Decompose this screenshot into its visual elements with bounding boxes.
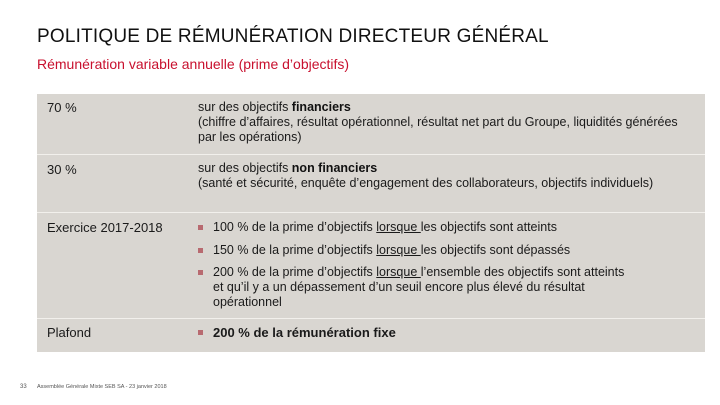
- cap-text: 200 % de la rémunération fixe: [213, 325, 396, 340]
- non-financial-strong: non financiers: [291, 161, 378, 175]
- non-financial-detail: (santé et sécurité, enquête d’engagement des collaborateurs, objectifs individuels): [198, 176, 654, 190]
- bullet-text: 100 % de la prime d’objectifs: [213, 220, 377, 234]
- page-number: 33: [20, 384, 27, 390]
- bullet-text: les objectifs sont dépassés: [420, 243, 571, 257]
- financial-objectives-text: [198, 100, 698, 145]
- slide-subtitle: Rémunération variable annuelle (prime d’objectifs): [37, 56, 350, 72]
- square-bullet-icon: [198, 330, 203, 335]
- row-divider: [37, 212, 705, 213]
- row-divider: [37, 154, 705, 155]
- bullet-text: les objectifs sont atteints: [420, 220, 557, 234]
- square-bullet-icon: [198, 225, 203, 230]
- bullet-underlined: lorsque: [376, 243, 421, 257]
- financial-strong: financiers: [291, 100, 351, 114]
- bullet-text: l’ensemble des objectifs sont atteints et qu’il y a un dépassement d’un seuil encore plus élevé du résultat opérationnel: [213, 265, 625, 309]
- row-divider: [37, 318, 705, 319]
- footer-text: Assemblée Générale Mixte SEB SA - 23 janvier 2018: [37, 384, 167, 390]
- cap-label: Plafond: [47, 325, 92, 340]
- non-financial-weight-label: 30 %: [47, 162, 77, 177]
- financial-prefix: sur des objectifs: [198, 100, 292, 114]
- square-bullet-icon: [198, 248, 203, 253]
- bullet-text: 150 % de la prime d’objectifs: [213, 243, 377, 257]
- financial-weight-label: 70 %: [47, 100, 77, 115]
- bullet-underlined: lorsque: [376, 220, 421, 234]
- bullet-underlined: lorsque: [376, 265, 421, 279]
- non-financial-prefix: sur des objectifs: [198, 161, 292, 175]
- bullet-text: 200 % de la prime d’objectifs: [213, 265, 377, 279]
- square-bullet-icon: [198, 270, 203, 275]
- non-financial-objectives-text: [198, 161, 698, 191]
- remuneration-table: [37, 94, 705, 352]
- financial-detail: (chiffre d’affaires, résultat opérationnel, résultat net part du Groupe, liquidités générées par les opérations): [198, 115, 678, 144]
- exercise-period-label: Exercice 2017-2018: [47, 220, 163, 235]
- slide-title: POLITIQUE DE RÉMUNÉRATION DIRECTEUR GÉNÉRAL: [37, 26, 549, 47]
